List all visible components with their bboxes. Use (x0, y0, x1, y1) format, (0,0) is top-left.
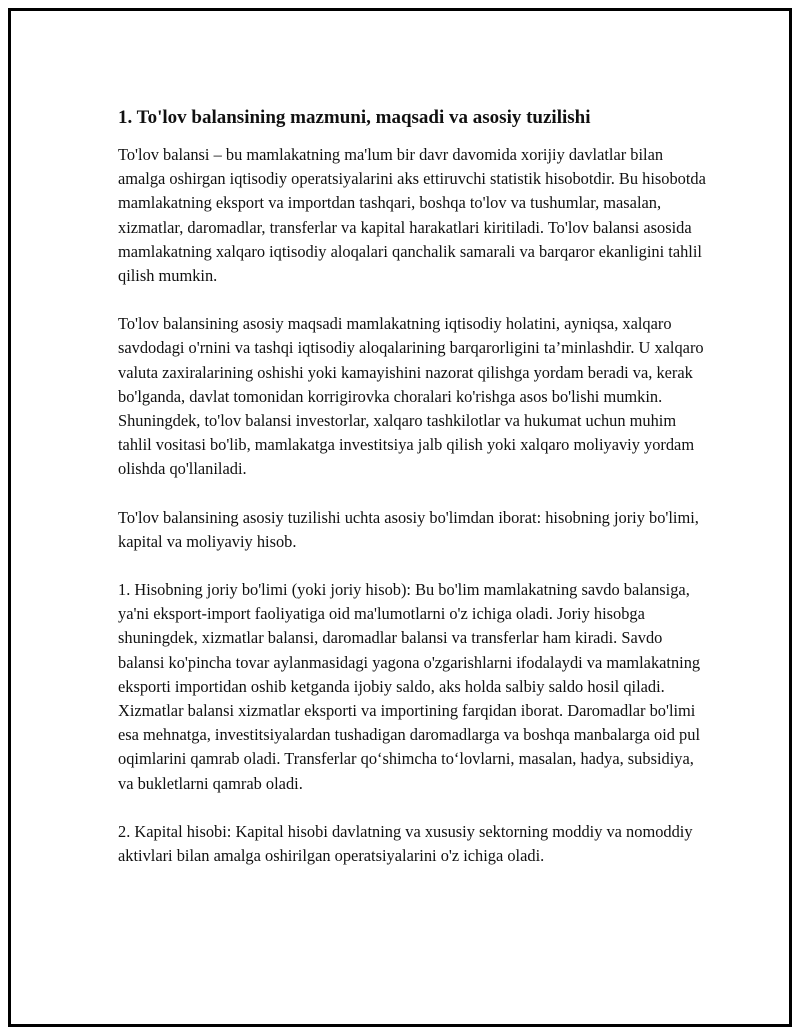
paragraph-capital-account: 2. Kapital hisobi: Kapital hisobi davlatning va xususiy sektorning moddiy va nomoddiy aktivlari bilan amalga oshirilgan operatsiyalarini o'z ichiga oladi. (118, 821, 693, 866)
document-body (118, 103, 708, 892)
paragraph-structure: To'lov balansining asosiy tuzilishi uchta asosiy bo'limdan iborat: hisobning joriy bo'limi, kapital va moliyaviy hisob. (118, 507, 699, 551)
section-heading: 1. To'lov balansining mazmuni, maqsadi va asosiy tuzilishi (118, 107, 591, 128)
paragraph-definition: To'lov balansi – bu mamlakatning ma'lum bir davr davomida xorijiy davlatlar bilan amalga oshirgan iqtisodiy operatsiyalarini aks ettiruvchi statistik hisobotdir. Bu hisobotda mamlakatning eksport va importdan tashqari, boshqa to'lov va tushumlar, masalan, xizmatlar, daromadlar, transferlar va kapital harakatlari kiritiladi. To'lov balansi asosida mamlakatning xalqaro iqtisodiy aloqalari qanchalik samarali va barqaror ekanligini tahlil qilish mumkin. (118, 145, 706, 286)
page-frame (8, 8, 792, 1027)
paragraph-current-account: 1. Hisobning joriy bo'limi (yoki joriy hisob): Bu bo'lim mamlakatning savdo balansiga, ya'ni eksport-import faoliyatiga oid ma'lumotlarni o'z ichiga oladi. Joriy hisobga shuningdek, xizmatlar balansi, daromadlar balansi va transferlar ham kiradi. Savdo balansi ko'pincha tovar aylanmasidagi yagona o'zgarishlarni ifodalaydi va mamlakatning eksporti importidan oshib ketganda ijobiy saldo, aks holda salbiy saldo hosil qiladi. Xizmatlar balansi xizmatlar eksporti va importining farqidan iborat. Daromadlar bo'limi esa mehnatga, investitsiyalardan tushadigan daromadlarga va boshqa manbalarga oid pul oqimlarini qamrab oladi. Transferlar qo‘shimcha to‘lovlarni, masalan, hadya, subsidiya, va bukletlarni qamrab oladi. (118, 580, 701, 793)
paragraph-purpose: To'lov balansining asosiy maqsadi mamlakatning iqtisodiy holatini, ayniqsa, xalqaro savdodagi o'rnini va tashqi iqtisodiy aloqalarining barqarorligini ta’minlashdir. U xalqaro valuta zaxiralarining oshishi yoki kamayishini nazorat qilishga yordam beradi va, kerak bo'lganda, davlat tomonidan korrigirovka choralari ko'rishga asos bo'lishi mumkin. Shuningdek, to'lov balansi investorlar, xalqaro tashkilotlar va hukumat uchun muhim tahlil vositasi bo'lib, mamlakatga investitsiya jalb qilish yoki xalqaro moliyaviy yordam olishda qo'llaniladi. (118, 314, 704, 479)
